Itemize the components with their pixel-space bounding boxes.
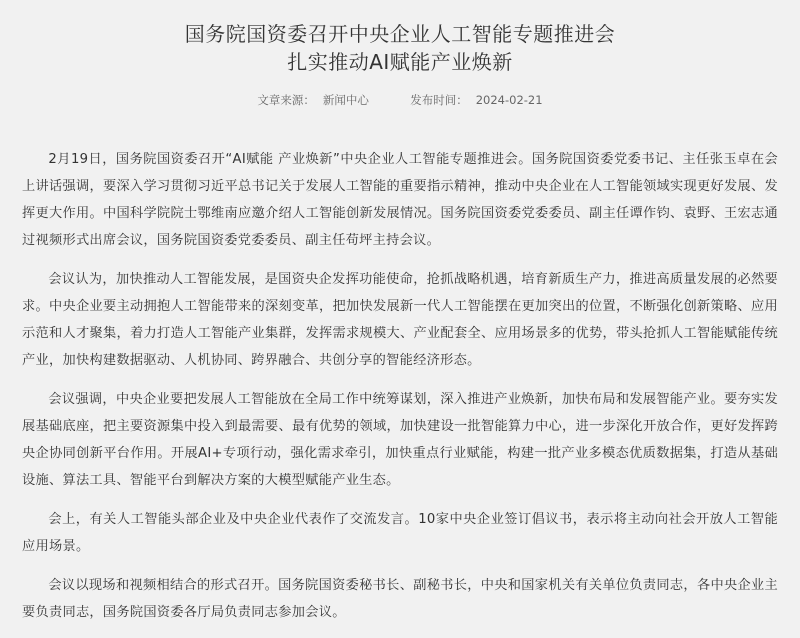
paragraph-2: 会议认为，加快推动人工智能发展，是国资央企发挥功能使命，抢抓战略机遇，培育新质生产力，推进高质量发展的必然要求。中央企业要主动拥抱人工智能带来的深刻变革，把加快发展新一代人工智能摆在更加突出的位置，不断强化创新策略、应用示范和人才聚集，着力打造人工智能产业集群，发挥需求规模大、产业配套全、应用场景多的优势，带头抢抓人工智能赋能传统产业，加快构建数据驱动、人机协同、跨界融合、共创分享的智能经济形态。	[22, 272, 778, 368]
paragraph-1: 2月19日，国务院国资委召开“AI赋能 产业焕新”中央企业人工智能专题推进会。国务院国资委党委书记、主任张玉卓在会上讲话强调，要深入学习贯彻习近平总书记关于发展人工智能的重要指示精神，推动中央企业在人工智能领域实现更好发展、发挥更大作用。中国科学院院士鄂维南应邀介绍人工智能创新发展情况。国务院国资委党委委员、副主任谭作钧、袁野、王宏志通过视频形式出席会议，国务院国资委党委委员、副主任苟坪主持会议。	[22, 152, 778, 248]
source-label: 文章来源：	[257, 93, 315, 107]
paragraph-3: 会议强调，中央企业要把发展人工智能放在全局工作中统筹谋划，深入推进产业焕新，加快布局和发展智能产业。要夯实发展基础底座，把主要资源集中投入到最需要、最有优势的领域，加快建设一批智能算力中心，进一步深化开放合作，更好发挥跨央企协同创新平台作用。开展AI+专项行动，强化需求牵引，加快重点行业赋能，构建一批产业多模态优质数据集，打造从基础设施、算法工具、智能平台到解决方案的大模型赋能产业生态。	[22, 392, 778, 488]
paragraph-4: 会上，有关人工智能头部企业及中央企业代表作了交流发言。10家中央企业签订倡议书，表示将主动向社会开放人工智能应用场景。	[22, 512, 778, 554]
title-line-2: 扎实推动AI赋能产业焕新	[287, 50, 513, 74]
title-line-1: 国务院国资委召开中央企业人工智能专题推进会	[184, 22, 616, 46]
article-body	[22, 146, 778, 638]
source-value: 新闻中心	[322, 93, 369, 107]
paragraph-5: 会议以现场和视频相结合的形式召开。国务院国资委秘书长、副秘书长，中央和国家机关有关单位负责同志，各中央企业主要负责同志，国务院国资委各厅局负责同志参加会议。	[22, 578, 778, 620]
date-value: 2024-02-21	[475, 93, 543, 107]
article-meta	[0, 92, 800, 108]
article-title	[0, 20, 800, 76]
date-label: 发布时间：	[410, 93, 468, 107]
